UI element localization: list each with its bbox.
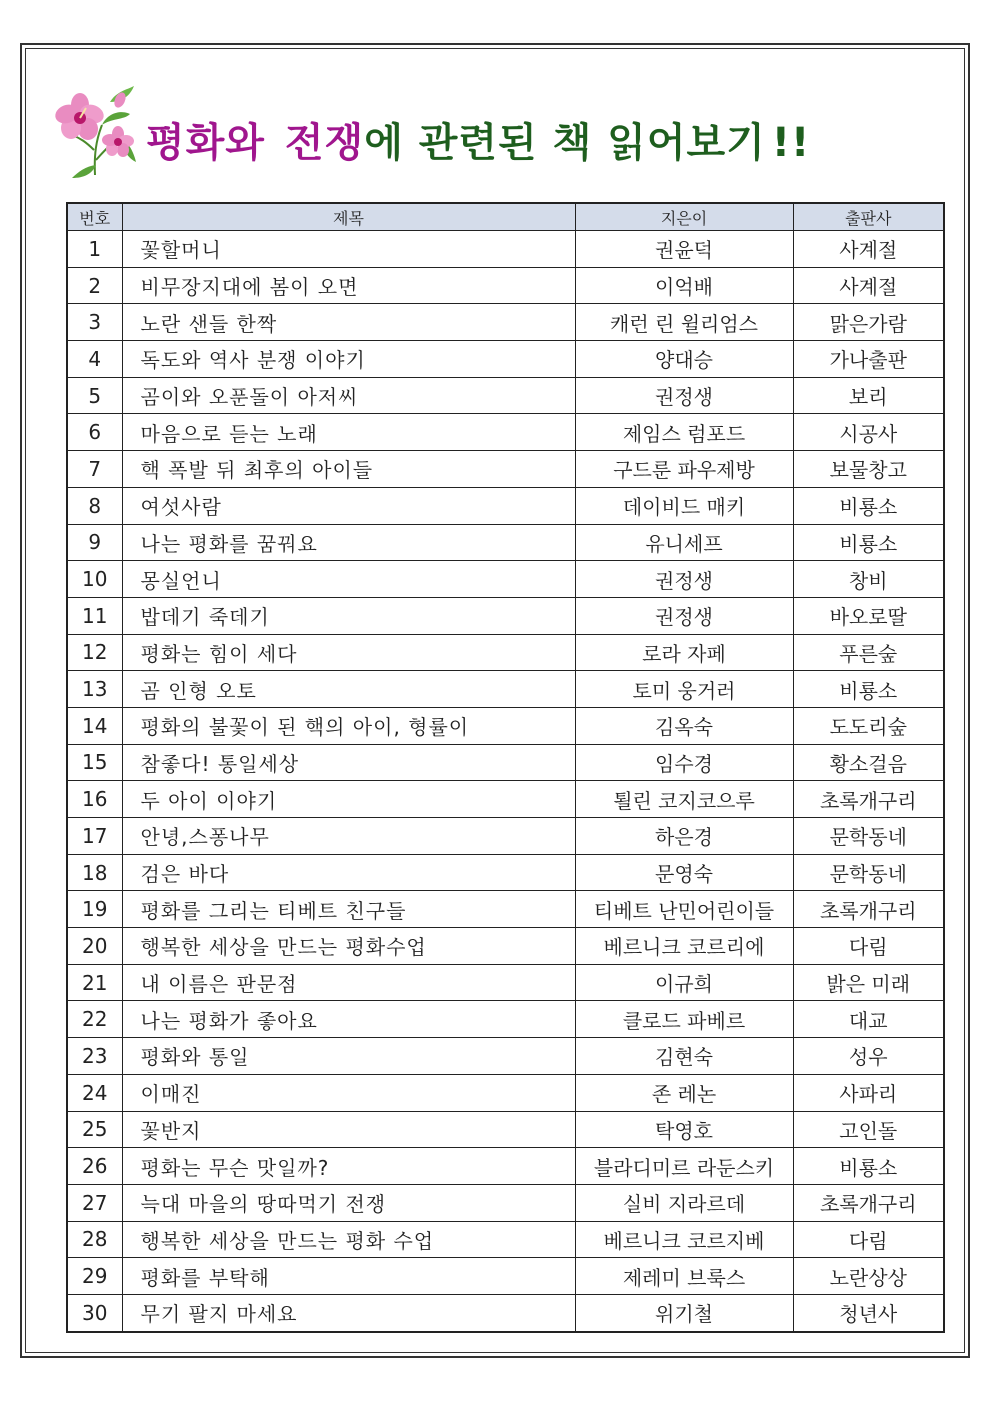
row-number: 29 bbox=[67, 1258, 122, 1295]
book-publisher: 맑은가람 bbox=[793, 304, 944, 341]
table-row bbox=[67, 451, 944, 488]
book-publisher: 대교 bbox=[793, 1001, 944, 1038]
book-author: 김현숙 bbox=[575, 1038, 793, 1075]
table-row bbox=[67, 377, 944, 414]
row-number: 1 bbox=[67, 231, 122, 268]
row-number: 25 bbox=[67, 1111, 122, 1148]
book-title: 무기 팔지 마세요 bbox=[122, 1294, 575, 1331]
row-number: 18 bbox=[67, 854, 122, 891]
table-row bbox=[67, 854, 944, 891]
book-author: 양대승 bbox=[575, 341, 793, 378]
book-title: 나는 평화가 좋아요 bbox=[122, 1001, 575, 1038]
book-publisher: 다림 bbox=[793, 928, 944, 965]
book-author: 데이비드 매키 bbox=[575, 487, 793, 524]
book-publisher: 노란상상 bbox=[793, 1258, 944, 1295]
hibiscus-flower-icon bbox=[50, 80, 140, 180]
book-author: 제임스 럼포드 bbox=[575, 414, 793, 451]
book-publisher: 다림 bbox=[793, 1221, 944, 1258]
book-title: 마음으로 듣는 노래 bbox=[122, 414, 575, 451]
book-author: 문영숙 bbox=[575, 854, 793, 891]
book-publisher: 비룡소 bbox=[793, 671, 944, 708]
row-number: 11 bbox=[67, 597, 122, 634]
book-publisher: 바오로딸 bbox=[793, 597, 944, 634]
title-part-peace: 평화와 bbox=[146, 120, 265, 166]
book-title: 행복한 세상을 만드는 평화 수업 bbox=[122, 1221, 575, 1258]
table-row bbox=[67, 1221, 944, 1258]
row-number: 3 bbox=[67, 304, 122, 341]
table-row bbox=[67, 304, 944, 341]
book-author: 권윤덕 bbox=[575, 231, 793, 268]
book-title: 핵 폭발 뒤 최후의 아이들 bbox=[122, 451, 575, 488]
table-row bbox=[67, 634, 944, 671]
book-author: 위기철 bbox=[575, 1294, 793, 1331]
book-author: 티베트 난민어린이들 bbox=[575, 891, 793, 928]
row-number: 24 bbox=[67, 1074, 122, 1111]
book-title: 늑대 마을의 땅따먹기 전쟁 bbox=[122, 1184, 575, 1221]
book-title: 곰이와 오푼돌이 아저씨 bbox=[122, 377, 575, 414]
table-row bbox=[67, 818, 944, 855]
book-publisher: 초록개구리 bbox=[793, 891, 944, 928]
book-author: 이규희 bbox=[575, 964, 793, 1001]
row-number: 13 bbox=[67, 671, 122, 708]
book-title: 몽실언니 bbox=[122, 561, 575, 598]
book-title: 평화를 그리는 티베트 친구들 bbox=[122, 891, 575, 928]
page-title bbox=[146, 108, 810, 178]
row-number: 8 bbox=[67, 487, 122, 524]
book-author: 이억배 bbox=[575, 267, 793, 304]
table-row bbox=[67, 1001, 944, 1038]
book-title: 밥데기 죽데기 bbox=[122, 597, 575, 634]
book-title: 내 이름은 판문점 bbox=[122, 964, 575, 1001]
book-author: 토미 웅거러 bbox=[575, 671, 793, 708]
book-title: 곰 인형 오토 bbox=[122, 671, 575, 708]
book-author: 실비 지라르데 bbox=[575, 1184, 793, 1221]
book-author: 제레미 브룩스 bbox=[575, 1258, 793, 1295]
book-author: 로라 자페 bbox=[575, 634, 793, 671]
book-title: 참좋다! 통일세상 bbox=[122, 744, 575, 781]
book-publisher: 성우 bbox=[793, 1038, 944, 1075]
row-number: 23 bbox=[67, 1038, 122, 1075]
book-publisher: 푸른숲 bbox=[793, 634, 944, 671]
book-title: 독도와 역사 분쟁 이야기 bbox=[122, 341, 575, 378]
book-title: 평화와 통일 bbox=[122, 1038, 575, 1075]
book-author: 블라디미르 라둔스키 bbox=[575, 1148, 793, 1185]
book-publisher: 비룡소 bbox=[793, 487, 944, 524]
table-row bbox=[67, 1258, 944, 1295]
table-row bbox=[67, 561, 944, 598]
book-publisher: 시공사 bbox=[793, 414, 944, 451]
book-author: 임수경 bbox=[575, 744, 793, 781]
row-number: 22 bbox=[67, 1001, 122, 1038]
book-publisher: 황소걸음 bbox=[793, 744, 944, 781]
book-publisher: 사계절 bbox=[793, 231, 944, 268]
book-title: 평화의 불꽃이 된 핵의 아이, 형률이 bbox=[122, 707, 575, 744]
book-publisher: 밝은 미래 bbox=[793, 964, 944, 1001]
book-title: 꽃반지 bbox=[122, 1111, 575, 1148]
book-author: 탁영호 bbox=[575, 1111, 793, 1148]
table-row bbox=[67, 1111, 944, 1148]
row-number: 28 bbox=[67, 1221, 122, 1258]
row-number: 26 bbox=[67, 1148, 122, 1185]
book-publisher: 보물창고 bbox=[793, 451, 944, 488]
book-list-table bbox=[66, 202, 945, 1333]
table-row bbox=[67, 744, 944, 781]
book-title: 꽃할머니 bbox=[122, 231, 575, 268]
book-title: 노란 샌들 한짝 bbox=[122, 304, 575, 341]
book-publisher: 비룡소 bbox=[793, 1148, 944, 1185]
table-row bbox=[67, 524, 944, 561]
table-row bbox=[67, 964, 944, 1001]
book-publisher: 청년사 bbox=[793, 1294, 944, 1331]
row-number: 30 bbox=[67, 1294, 122, 1331]
header-publisher: 출판사 bbox=[793, 203, 944, 231]
book-title: 두 아이 이야기 bbox=[122, 781, 575, 818]
book-author: 클로드 파베르 bbox=[575, 1001, 793, 1038]
row-number: 9 bbox=[67, 524, 122, 561]
header-number: 번호 bbox=[67, 203, 122, 231]
book-title: 이매진 bbox=[122, 1074, 575, 1111]
header-title: 제목 bbox=[122, 203, 575, 231]
table-header-row bbox=[67, 203, 944, 231]
book-author: 베르니크 코르리에 bbox=[575, 928, 793, 965]
row-number: 16 bbox=[67, 781, 122, 818]
table-row bbox=[67, 781, 944, 818]
book-publisher: 보리 bbox=[793, 377, 944, 414]
table-row bbox=[67, 707, 944, 744]
book-author: 유니세프 bbox=[575, 524, 793, 561]
table-row bbox=[67, 414, 944, 451]
row-number: 21 bbox=[67, 964, 122, 1001]
book-publisher: 사계절 bbox=[793, 267, 944, 304]
row-number: 2 bbox=[67, 267, 122, 304]
book-author: 권정생 bbox=[575, 377, 793, 414]
book-title: 평화를 부탁해 bbox=[122, 1258, 575, 1295]
book-title: 평화는 힘이 세다 bbox=[122, 634, 575, 671]
table-row bbox=[67, 1294, 944, 1331]
title-part-rest: 에 관련된 책 읽어보기 bbox=[364, 120, 766, 166]
table-row bbox=[67, 597, 944, 634]
book-publisher: 비룡소 bbox=[793, 524, 944, 561]
row-number: 5 bbox=[67, 377, 122, 414]
book-author: 권정생 bbox=[575, 597, 793, 634]
book-publisher: 사파리 bbox=[793, 1074, 944, 1111]
book-publisher: 창비 bbox=[793, 561, 944, 598]
book-author: 퇼린 코지코으루 bbox=[575, 781, 793, 818]
book-publisher: 초록개구리 bbox=[793, 781, 944, 818]
row-number: 17 bbox=[67, 818, 122, 855]
book-author: 김옥숙 bbox=[575, 707, 793, 744]
table-row bbox=[67, 1184, 944, 1221]
book-title: 비무장지대에 봄이 오면 bbox=[122, 267, 575, 304]
row-number: 20 bbox=[67, 928, 122, 965]
table-row bbox=[67, 1038, 944, 1075]
book-title: 행복한 세상을 만드는 평화수업 bbox=[122, 928, 575, 965]
row-number: 27 bbox=[67, 1184, 122, 1221]
book-publisher: 초록개구리 bbox=[793, 1184, 944, 1221]
book-title: 평화는 무슨 맛일까? bbox=[122, 1148, 575, 1185]
table-row bbox=[67, 1074, 944, 1111]
table-row bbox=[67, 267, 944, 304]
book-publisher: 고인돌 bbox=[793, 1111, 944, 1148]
row-number: 6 bbox=[67, 414, 122, 451]
table-row bbox=[67, 671, 944, 708]
title-exclamation: !! bbox=[771, 120, 811, 166]
book-publisher: 문학동네 bbox=[793, 818, 944, 855]
row-number: 19 bbox=[67, 891, 122, 928]
book-title: 나는 평화를 꿈꿔요 bbox=[122, 524, 575, 561]
book-title: 검은 바다 bbox=[122, 854, 575, 891]
row-number: 7 bbox=[67, 451, 122, 488]
book-publisher: 도도리숲 bbox=[793, 707, 944, 744]
book-title: 안녕,스퐁나무 bbox=[122, 818, 575, 855]
book-author: 구드룬 파우제방 bbox=[575, 451, 793, 488]
row-number: 15 bbox=[67, 744, 122, 781]
row-number: 12 bbox=[67, 634, 122, 671]
table-row bbox=[67, 1148, 944, 1185]
book-author: 권정생 bbox=[575, 561, 793, 598]
book-author: 캐런 린 윌리엄스 bbox=[575, 304, 793, 341]
header-author: 지은이 bbox=[575, 203, 793, 231]
table-row bbox=[67, 487, 944, 524]
row-number: 14 bbox=[67, 707, 122, 744]
row-number: 10 bbox=[67, 561, 122, 598]
book-publisher: 문학동네 bbox=[793, 854, 944, 891]
book-author: 베르니크 코르지베 bbox=[575, 1221, 793, 1258]
table-row bbox=[67, 341, 944, 378]
book-author: 하은경 bbox=[575, 818, 793, 855]
book-title: 여섯사람 bbox=[122, 487, 575, 524]
title-part-war: 전쟁 bbox=[284, 120, 365, 166]
table-row bbox=[67, 891, 944, 928]
book-author: 존 레논 bbox=[575, 1074, 793, 1111]
row-number: 4 bbox=[67, 341, 122, 378]
book-publisher: 가나출판 bbox=[793, 341, 944, 378]
table-row bbox=[67, 928, 944, 965]
table-row bbox=[67, 231, 944, 268]
